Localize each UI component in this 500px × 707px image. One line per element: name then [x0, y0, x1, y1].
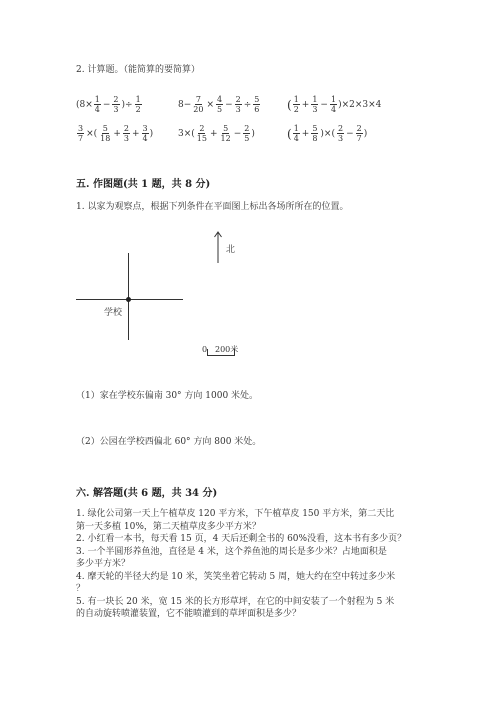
north-label: 北	[226, 245, 236, 255]
fraction: $\frac{4}{5}$	[217, 95, 223, 114]
calc-heading: 2. 计算题。（能简算的要简算）	[76, 65, 200, 75]
fraction: $\frac{5}{8}$	[312, 124, 318, 143]
fraction: $\frac{1}{2}$	[135, 95, 141, 114]
problem-line: 1. 绿化公司第一天上午植草皮 120 平方米，下午植草皮 150 平方米，第二天比	[76, 509, 395, 519]
fraction: $\frac{1}{2}$	[293, 95, 299, 114]
school-point	[126, 297, 131, 302]
problem-line: 多少平方米？	[76, 559, 131, 569]
fraction: $\frac{7}{20}$	[193, 95, 204, 114]
problem-line: 的自动旋转喷灌装置，它不能喷灌到的草坪面积是多少？	[76, 609, 302, 619]
expression-2-1: $\frac{3}{7}$ ×( $\frac{5}{18}$ + $\frac{2}{3}$ + $\frac{3}{4}$ )	[78, 124, 154, 143]
fraction: $\frac{2}{3}$	[113, 95, 119, 114]
fraction: $\frac{2}{3}$	[123, 124, 129, 143]
expression-2-2: 3×( $\frac{2}{15}$ + $\frac{5}{12}$ − $\frac{2}{5}$ )	[178, 124, 255, 143]
scale-zero: 0	[202, 345, 208, 354]
fraction: $\frac{1}{4}$	[293, 124, 299, 143]
fraction: $\frac{1}{4}$	[330, 95, 337, 114]
school-label: 学校	[104, 308, 123, 318]
fraction: $\frac{5}{6}$	[254, 95, 260, 114]
expression-1-1: (8× $\frac{1}{4}$ − $\frac{2}{3}$ )÷ $\frac{1}{2}$	[76, 95, 141, 114]
north-arrow-icon	[212, 230, 224, 264]
fraction: $\frac{2}{7}$	[356, 124, 362, 143]
section5-question: 1. 以家为观察点，根据下列条件在平面图上标出各场所所在的位置。	[76, 202, 349, 212]
fraction: $\frac{1}{4}$	[94, 95, 100, 114]
fraction: $\frac{3}{4}$	[142, 124, 148, 143]
expression-1-2: 8− $\frac{7}{20}$ × $\frac{4}{5}$ − $\frac{2}{3}$ ÷ $\frac{5}{6}$	[178, 95, 260, 114]
fraction: $\frac{2}{5}$	[244, 124, 250, 143]
expression-1-3: ( $\frac{1}{2}$ + $\frac{1}{3}$ − $\frac{1}{4}$ )×2×3×4	[287, 95, 382, 114]
problem-line: 2. 小红看一本书，每天看 15 页，4 天后还剩全书的 60%没看，这本书有多少页？	[76, 534, 407, 544]
scale-bar	[207, 349, 237, 357]
fraction: $\frac{5}{12}$	[220, 124, 231, 143]
scale-label: 200米	[215, 345, 239, 354]
fraction: $\frac{5}{18}$	[100, 124, 111, 143]
sub-question-1: （1）家在学校东偏南 30° 方向 1000 米处。	[76, 391, 259, 401]
problem-line: 第一天多植 10%，第二天植草皮多少平方米？	[76, 521, 261, 532]
fraction: $\frac{2}{3}$	[235, 95, 241, 114]
problem-line: 3. 一个半圆形养鱼池，直径是 4 米，这个养鱼池的周长是多少米？占地面积是	[76, 546, 387, 557]
section5-heading: 五. 作图题(共 1 题，共 8 分)	[76, 179, 211, 190]
expr-text: (8×	[76, 99, 93, 110]
problem-line: ？	[76, 584, 86, 594]
problem-line: 4. 摩天轮的半径大约是 10 米，笑笑坐着它转动 5 周，她大约在空中转过多少米	[76, 571, 396, 582]
problem-line: 5. 有一块长 20 米，宽 15 米的长方形草坪，在它的中间安装了一个射程为 5 米	[76, 596, 395, 607]
fraction: $\frac{3}{7}$	[78, 124, 84, 143]
expression-2-3: ( $\frac{1}{4}$ + $\frac{5}{8}$ )×( $\frac{2}{3}$ − $\frac{2}{7}$ )	[287, 124, 368, 143]
fraction: $\frac{2}{3}$	[338, 124, 344, 143]
fraction: $\frac{1}{3}$	[312, 95, 318, 114]
sub-question-2: （2）公园在学校西偏北 60° 方向 800 米处。	[76, 437, 262, 447]
section6-heading: 六. 解答题(共 6 题，共 34 分)	[76, 488, 218, 499]
fraction: $\frac{2}{15}$	[196, 124, 207, 143]
